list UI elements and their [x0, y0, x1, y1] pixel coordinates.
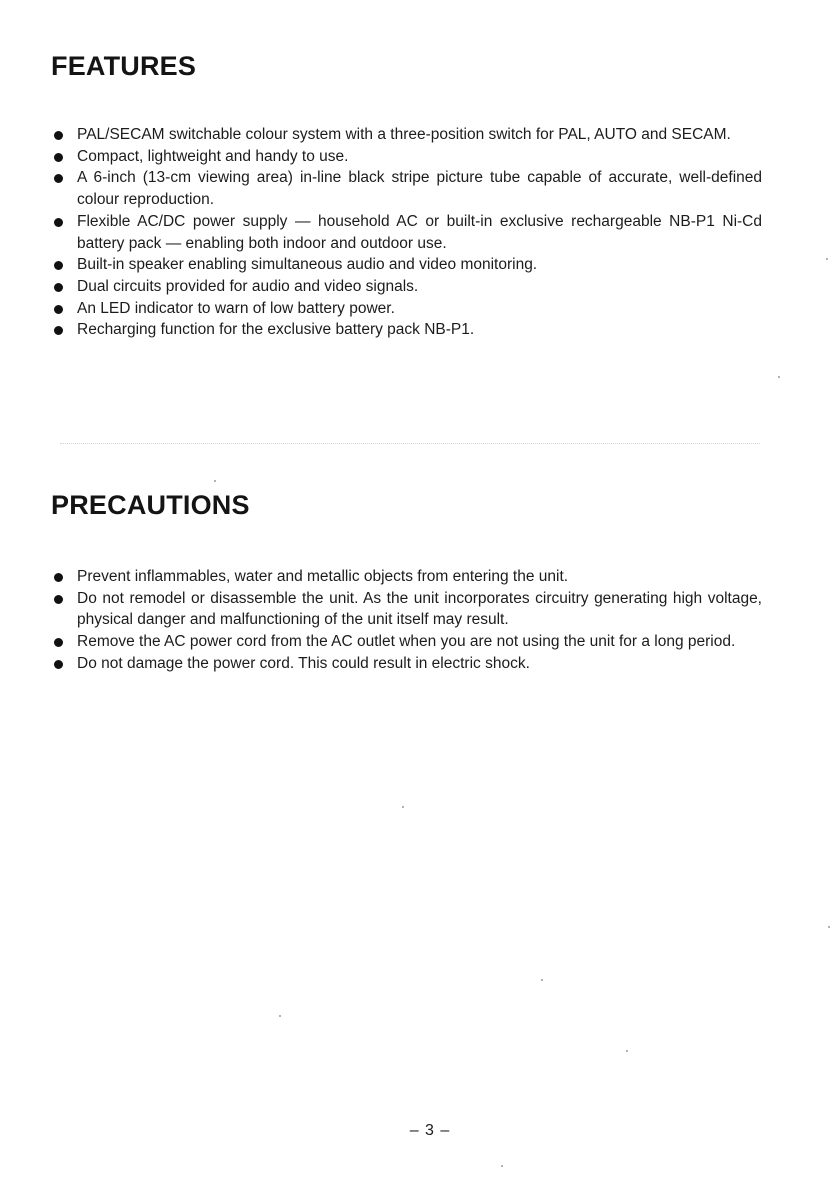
- list-item: [52, 566, 762, 588]
- bullet-icon: [54, 595, 63, 604]
- scan-speck: [828, 926, 830, 928]
- feature-text: Compact, lightweight and handy to use.: [77, 147, 349, 165]
- bullet-icon: [54, 218, 63, 227]
- scan-speck: [501, 1165, 503, 1167]
- feature-text: An LED indicator to warn of low battery power.: [77, 299, 395, 317]
- bullet-icon: [54, 305, 63, 314]
- scan-speck: [402, 806, 404, 808]
- list-item: [52, 298, 762, 320]
- list-item: [52, 124, 762, 146]
- feature-text: Dual circuits provided for audio and video signals.: [77, 277, 419, 295]
- bullet-icon: [54, 174, 63, 183]
- scan-speck: [626, 1050, 628, 1052]
- feature-text: Flexible AC/DC power supply — household AC or built-in exclusive rechargeable NB-P1 Ni-Cd battery pack — enabling both indoor and outdoor use.: [77, 212, 762, 252]
- bullet-icon: [54, 283, 63, 292]
- precaution-text: Do not remodel or disassemble the unit. As the unit incorporates circuitry generating high voltage, physical danger and malfunctioning of the unit itself may result.: [77, 589, 762, 629]
- list-item: [52, 254, 762, 276]
- list-item: [52, 276, 762, 298]
- scan-speck: [778, 376, 780, 378]
- list-item: [52, 146, 762, 168]
- bullet-icon: [54, 660, 63, 669]
- scan-speck: [214, 480, 216, 482]
- feature-text: Recharging function for the exclusive battery pack NB-P1.: [77, 321, 475, 339]
- list-item: [52, 167, 762, 210]
- list-item: [52, 631, 762, 653]
- precaution-text: Do not damage the power cord. This could result in electric shock.: [77, 654, 530, 672]
- scan-speck: [279, 1015, 281, 1017]
- bullet-icon: [54, 326, 63, 335]
- feature-text: Built-in speaker enabling simultaneous audio and video monitoring.: [77, 256, 538, 274]
- feature-text: PAL/SECAM switchable colour system with a three-position switch for PAL, AUTO and SECAM.: [77, 126, 731, 143]
- feature-text: A 6-inch (13-cm viewing area) in-line black stripe picture tube capable of accurate, well-defined colour reproduction.: [77, 169, 762, 209]
- bullet-icon: [54, 638, 63, 647]
- precautions-heading: PRECAUTIONS: [51, 490, 250, 520]
- list-item: [52, 588, 762, 631]
- precautions-list: [52, 566, 762, 675]
- scan-speck: [541, 979, 543, 981]
- page-number: – 3 –: [409, 1122, 451, 1139]
- bullet-icon: [54, 573, 63, 582]
- features-list: [52, 124, 762, 341]
- scan-speck: [826, 258, 828, 260]
- list-item: [52, 211, 762, 254]
- section-divider: [60, 443, 760, 444]
- bullet-icon: [54, 261, 63, 270]
- bullet-icon: [54, 131, 63, 140]
- list-item: [52, 319, 762, 341]
- precaution-text: Remove the AC power cord from the AC outlet when you are not using the unit for a long period.: [77, 633, 736, 651]
- bullet-icon: [54, 153, 63, 162]
- list-item: [52, 653, 762, 675]
- precaution-text: Prevent inflammables, water and metallic objects from entering the unit.: [77, 568, 569, 585]
- features-heading: FEATURES: [51, 51, 197, 81]
